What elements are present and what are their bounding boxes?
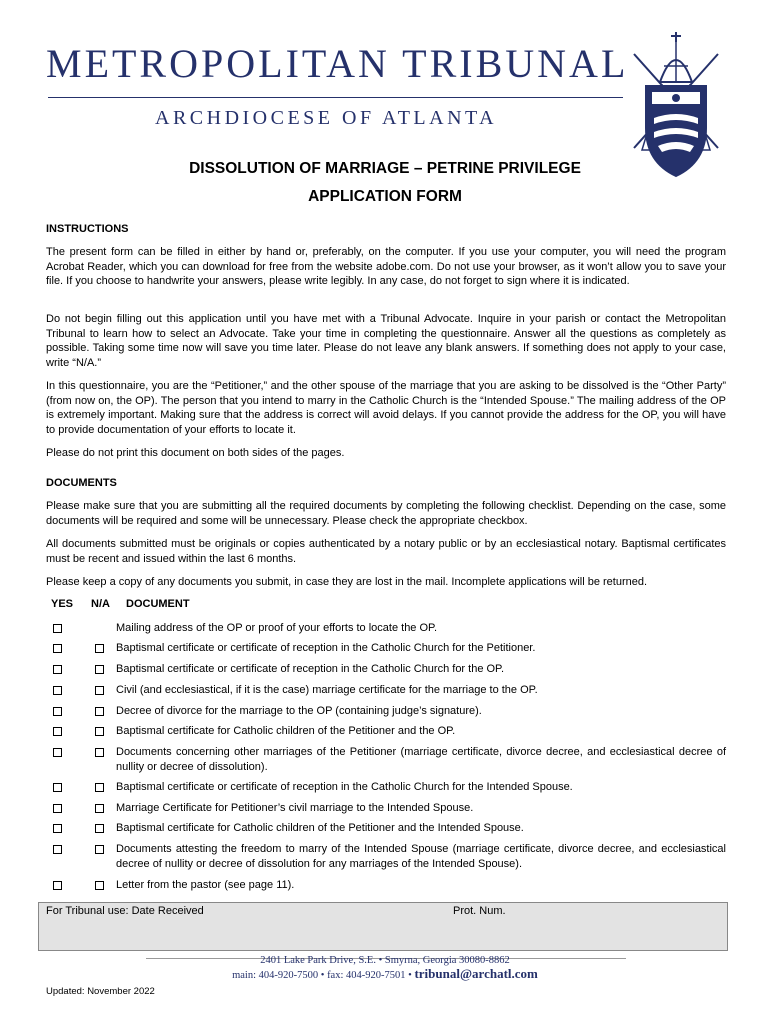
archdiocese-crest-icon	[624, 30, 728, 178]
yes-checkbox[interactable]	[53, 727, 62, 736]
na-checkbox[interactable]	[95, 707, 104, 716]
yes-checkbox[interactable]	[53, 845, 62, 854]
document-item-text: Baptismal certificate for Catholic children of the Petitioner and the Intended Spouse.	[116, 822, 524, 834]
na-checkbox[interactable]	[95, 748, 104, 757]
yes-checkbox[interactable]	[53, 881, 62, 890]
form-title-line1: DISSOLUTION OF MARRIAGE – PETRINE PRIVILEGE	[189, 160, 581, 177]
instructions-paragraph: Do not begin filling out this application until you have met with a Tribunal Advocate. Inquire in your parish or contact the Metropolitan Tribunal to learn how to select an Advocate. Take your time in completing the questionnaire. Answer all the questions as completely as possible. Taking some time now will save you time later. Please do not leave any blank answers. If something does not apply to your case, write “N/A.”	[46, 313, 726, 369]
column-document: DOCUMENT	[126, 598, 190, 610]
yes-checkbox[interactable]	[53, 624, 62, 633]
document-item-text: Documents attesting the freedom to marry of the Intended Spouse (marriage certificate, divorce decree, and ecclesiastical decree of nullity or decree of dissolution for any marriages of the Intended Spouse).	[116, 843, 726, 870]
na-checkbox[interactable]	[95, 665, 104, 674]
yes-checkbox[interactable]	[53, 686, 62, 695]
na-checkbox[interactable]	[95, 727, 104, 736]
document-item-text: Baptismal certificate or certificate of reception in the Catholic Church for the Petitioner.	[116, 642, 536, 654]
form-title-line2: APPLICATION FORM	[308, 188, 462, 205]
tribunal-use-box	[38, 902, 728, 951]
document-item-text: Marriage Certificate for Petitioner’s civil marriage to the Intended Spouse.	[116, 802, 474, 814]
na-checkbox[interactable]	[95, 644, 104, 653]
date-received-label: For Tribunal use: Date Received	[46, 905, 204, 917]
instructions-heading: INSTRUCTIONS	[46, 223, 129, 235]
prot-num-label: Prot. Num.	[453, 905, 506, 917]
document-item-text: Baptismal certificate or certificate of reception in the Catholic Church for the OP.	[116, 663, 505, 675]
yes-checkbox[interactable]	[53, 783, 62, 792]
yes-checkbox[interactable]	[53, 644, 62, 653]
yes-checkbox[interactable]	[53, 824, 62, 833]
header-divider	[48, 97, 623, 98]
instructions-paragraph: Please do not print this document on both sides of the pages.	[46, 447, 345, 459]
document-item-text: Decree of divorce for the marriage to the OP (containing judge’s signature).	[116, 705, 482, 717]
document-item-text: Baptismal certificate for Catholic children of the Petitioner and the OP.	[116, 725, 456, 737]
yes-checkbox[interactable]	[53, 707, 62, 716]
yes-checkbox[interactable]	[53, 804, 62, 813]
document-item-text: Mailing address of the OP or proof of your efforts to locate the OP.	[116, 622, 438, 634]
na-checkbox[interactable]	[95, 881, 104, 890]
footer-email[interactable]: tribunal@archatl.com	[414, 966, 538, 981]
footer-phones: main: 404-920-7500 • fax: 404-920-7501 •	[232, 970, 412, 981]
documents-heading: DOCUMENTS	[46, 477, 117, 489]
documents-paragraph: All documents submitted must be originals or copies authenticated by a notary public or by an ecclesiastical notary. Baptismal certificates must be recent and issued within the last 6 months.	[46, 538, 726, 565]
na-checkbox[interactable]	[95, 845, 104, 854]
footer-contact	[0, 966, 770, 982]
archdiocese-subtitle: ARCHDIOCESE OF ATLANTA	[155, 107, 498, 129]
na-checkbox[interactable]	[95, 686, 104, 695]
documents-paragraph: Please keep a copy of any documents you submit, in case they are lost in the mail. Incomplete applications will be returned.	[46, 576, 648, 588]
column-na: N/A	[91, 598, 110, 610]
yes-checkbox[interactable]	[53, 748, 62, 757]
footer-address: 2401 Lake Park Drive, S.E. • Smyrna, Georgia 30080-8862	[260, 955, 510, 966]
document-item-text: Letter from the pastor (see page 11).	[116, 879, 295, 891]
documents-paragraph: Please make sure that you are submitting all the required documents by completing the following checklist. Depending on the case, some documents will be required and some will be unnecessary. Please check the appropriate checkbox.	[46, 500, 726, 527]
document-item-text: Baptismal certificate or certificate of reception in the Catholic Church for the Intended Spouse.	[116, 781, 573, 793]
tribunal-title: METROPOLITAN TRIBUNAL	[46, 41, 629, 86]
document-item-text: Civil (and ecclesiastical, if it is the case) marriage certificate for the marriage to the OP.	[116, 684, 538, 696]
na-checkbox[interactable]	[95, 783, 104, 792]
instructions-paragraph: The present form can be filled in either by hand or, preferably, on the computer. If you use your computer, you will need the program Acrobat Reader, which you can download for free from the website adobe.com. Do not use your browser, as it won’t allow you to save your file. If you choose to handwrite your answers, please write legibly. In any case, do not forget to sign where it is indicated.	[46, 246, 726, 287]
yes-checkbox[interactable]	[53, 665, 62, 674]
na-checkbox[interactable]	[95, 804, 104, 813]
column-yes: YES	[51, 598, 74, 610]
document-item-text: Documents concerning other marriages of the Petitioner (marriage certificate, divorce decree, and ecclesiastical decree of nullity or decree of dissolution).	[116, 746, 726, 773]
na-checkbox[interactable]	[95, 824, 104, 833]
updated-date: Updated: November 2022	[46, 986, 155, 997]
instructions-paragraph: In this questionnaire, you are the “Petitioner,” and the other spouse of the marriage that you are asking to be dissolved is the “Other Party” (from now on, the OP). The person that you intend to marry in the Catholic Church is the “Intended Spouse.” The mailing address of the OP is extremely important. Making sure that the address is correct will avoid delays. If you cannot provide the address for the OP, you will have to provide documentation of your efforts to locate it.	[46, 380, 726, 436]
